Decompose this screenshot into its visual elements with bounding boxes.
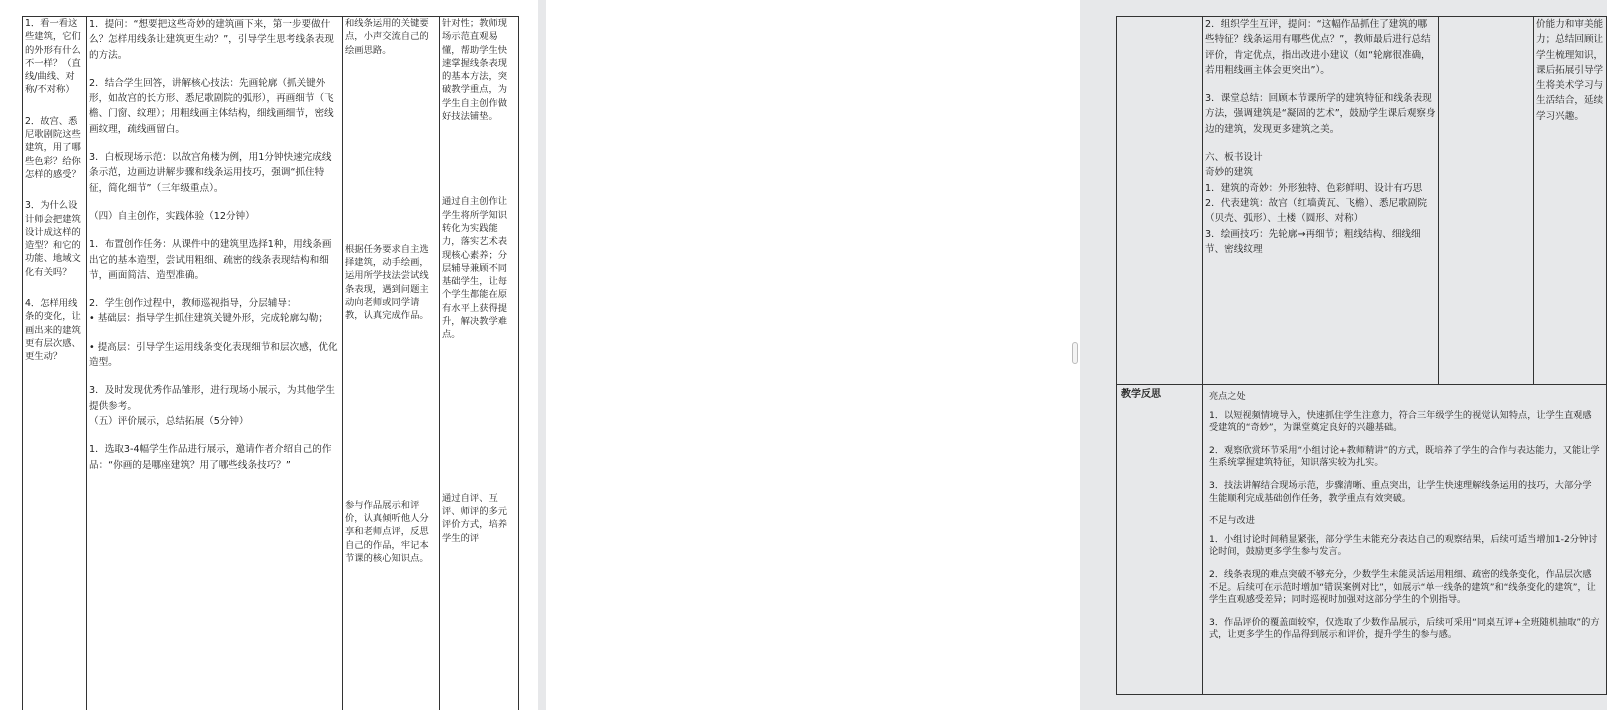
section-heading: （四）自主创作，实践体验（12分钟）	[89, 210, 255, 222]
reflection-cell	[1203, 385, 1607, 695]
board-design-item: 3．绘画技巧：先轮廓→再细节；粗线结构、细线细节、密线纹理	[1205, 228, 1421, 255]
design-intent: 针对性；教师现场示范直观易懂，帮助学生快速掌握线条表现的基本方法，突破教学重点，为学生自主创作做好技法铺垫。	[442, 18, 508, 123]
teacher-activity-cell	[87, 17, 343, 710]
teacher-step: • 基础层：指导学生抓住建筑关键外形，完成轮廓勾勒；	[89, 313, 328, 325]
student-activity-cell	[343, 17, 440, 710]
improvement-heading: 不足与改进	[1209, 515, 1255, 527]
teacher-step: 2．组织学生互评，提问：“这幅作品抓住了建筑的哪些特征？线条运用有哪些优点？”，教师最后进行总结评价，肯定优点，指出改进小建议（如“轮廓很准确，若用粗线画主体会更突出”）。	[1205, 19, 1431, 76]
teacher-step: 3．课堂总结：回顾本节课所学的建筑特征和线条表现方法，强调建筑是“凝固的艺术”，鼓励学生课后观察身边的建筑，发现更多建筑之美。	[1205, 93, 1436, 135]
board-design-title: 奇妙的建筑	[1205, 167, 1253, 179]
reflection-item: 1．以短视频情境导入，快速抓住学生注意力，符合三年级学生的视觉认知特点，让学生直观感受建筑的“奇妙”，为课堂奠定良好的兴趣基础。	[1209, 409, 1592, 434]
design-intent: 价能力和审美能力；总结回顾让学生梳理知识，课后拓展引导学生将美术学习与生活结合，延续学习兴趣。	[1536, 19, 1604, 122]
empty-cell	[1439, 17, 1534, 385]
table-row	[23, 17, 519, 710]
empty-cell	[1117, 17, 1203, 385]
question-3: 3．为什么设计师会把建筑设计成这样的造型？和它的功能、地域文化有关吗？	[25, 200, 81, 278]
reflection-item: 3．技法讲解结合现场示范，步骤清晰、重点突出，让学生快速理解线条运用的技巧，大部分学生能顺利完成基础创作任务，教学重点有效突破。	[1209, 479, 1592, 504]
table-row	[1117, 17, 1607, 385]
teacher-step: 1．选取3-4幅学生作品进行展示，邀请作者介绍自己的作品：“你画的是哪座建筑？用了哪些线条技巧？”	[89, 444, 332, 471]
design-intent: 通过自主创作让学生将所学知识转化为实践能力，落实艺术表现核心素养；分层辅导兼顾不同基础学生，让每个学生都能在原有水平上获得提升，解决教学难点。	[442, 196, 508, 341]
reflection-item: 2．线条表现的难点突破不够充分，少数学生未能灵活运用粗细、疏密的线条变化，作品层次感不足。后续可在示范时增加“错误案例对比”，如展示“单一线条的建筑”和“线条变化的建筑”，让学生直观感受差异；同时巡视时加强对这部分学生的个别指导。	[1209, 568, 1596, 606]
teacher-step: 2．学生创作过程中，教师巡视指导，分层辅导：	[89, 298, 297, 310]
board-design-heading: 六、板书设计	[1205, 152, 1263, 164]
strengths-heading: 亮点之处	[1209, 391, 1246, 402]
question-2: 2．故宫、悉尼歌剧院这些建筑，用了哪些色彩？给你怎样的感受？	[25, 115, 81, 180]
reflection-item: 1．小组讨论时间稍显紧张，部分学生未能充分表达自己的观察结果，后续可适当增加1-2分钟讨论时间，鼓励更多学生参与发言。	[1209, 533, 1598, 558]
reflection-item: 2．观察欣赏环节采用“小组讨论+教师精讲”的方式，既培养了学生的合作与表达能力，又能让学生系统掌握建筑特征，知识落实较为扎实。	[1209, 444, 1600, 469]
teacher-step: 3．及时发现优秀作品雏形，进行现场小展示，为其他学生提供参考。	[89, 385, 335, 412]
board-design-item: 1．建筑的奇妙：外形独特、色彩鲜明、设计有巧思	[1205, 182, 1423, 194]
student-activity: 根据任务要求自主选择建筑，动手绘画，运用所学技法尝试线条表现，遇到问题主动向老师或同学请教，认真完成作品。	[345, 243, 429, 322]
teacher-step: 3．白板现场示范：以故宫角楼为例，用1分钟快速完成线条示范，边画边讲解步骤和线条运用技巧，强调“抓住特征，简化细节”（三年级重点）。	[89, 152, 332, 194]
teacher-step: 1．布置创作任务：从课件中的建筑里选择1种，用线条画出它的基本造型，尝试用粗细、疏密的线条表现结构和细节，画面简洁、造型准确。	[89, 239, 332, 281]
teacher-step: 2．结合学生回答，讲解核心技法：先画轮廓（抓关键外形，如故宫的长方形、悉尼歌剧院的弧形），再画细节（飞檐、门窗、纹理）；用粗线画主体结构，细线画细节，密线画纹理，疏线画留白。	[89, 77, 334, 135]
section-heading: （五）评价展示，总结拓展（5分钟）	[89, 415, 249, 427]
student-activity: 参与作品展示和评价，认真倾听他人分享和老师点评，反思自己的作品，牢记本节课的核心知识点。	[345, 499, 429, 564]
document-page-right	[546, 0, 1604, 710]
board-design-item: 2．代表建筑：故宫（红墙黄瓦、飞檐）、悉尼歌剧院（贝壳、弧形）、土楼（圆形、对称）	[1205, 197, 1427, 225]
design-intent: 通过自评、互评、师评的多元评价方式，培养学生的评	[442, 492, 508, 544]
reflection-label: 教学反思	[1117, 385, 1203, 695]
teacher-step: 1．提问：“想要把这些奇妙的建筑画下来，第一步要做什么？怎样用线条让建筑更生动？”，引导学生思考线条表现的方法。	[89, 19, 334, 61]
question-1: 1．看一看这些建筑，它们的外形有什么不一样？（直线/曲线、对称/不对称）	[25, 18, 81, 96]
design-intent-cell	[440, 17, 519, 710]
table-row	[1117, 385, 1607, 695]
scroll-handle[interactable]	[1072, 342, 1078, 364]
student-activity: 和线条运用的关键要点，小声交流自己的绘画思路。	[345, 18, 429, 56]
lesson-plan-table-right	[1116, 16, 1607, 695]
teacher-step: • 提高层：引导学生运用线条变化表现细节和层次感，优化造型。	[89, 341, 338, 369]
teacher-activity-cell	[1203, 17, 1439, 385]
document-page-left	[0, 0, 538, 710]
questions-cell	[23, 17, 87, 710]
lesson-plan-table-left	[22, 16, 519, 710]
reflection-item: 3．作品评价的覆盖面较窄，仅选取了少数作品展示，后续可采用“同桌互评+全班随机抽取”的方式，让更多学生的作品得到展示和评价，提升学生的参与感。	[1209, 616, 1600, 641]
design-intent-cell	[1534, 17, 1607, 385]
question-4: 4．怎样用线条的变化，让画出来的建筑更有层次感、更生动？	[25, 298, 81, 363]
